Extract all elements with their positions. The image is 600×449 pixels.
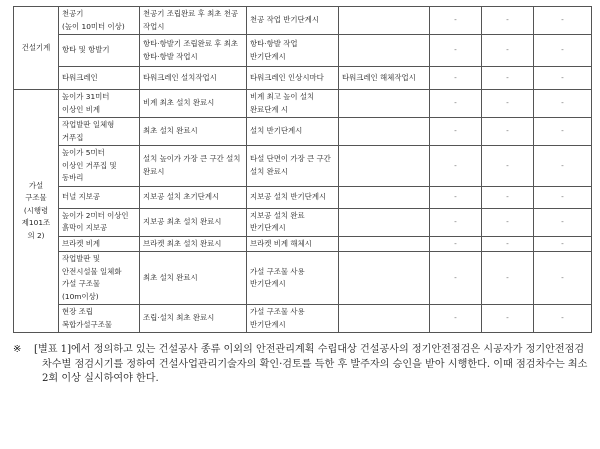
item-cell: 높이가 5미터 이상인 거푸집 및 동바리: [59, 146, 140, 187]
inspection-timing-cell: 타설 단면이 가장 큰 구간 설치 완료시: [247, 146, 339, 187]
dash-cell: -: [430, 7, 482, 35]
item-cell: 작업발판 일체형 거푸집: [59, 118, 140, 146]
inspection-timing-cell: [339, 118, 430, 146]
dash-cell: -: [534, 305, 592, 333]
table-row: [14, 186, 592, 208]
footnote: [13, 343, 593, 387]
dash-cell: -: [430, 35, 482, 67]
item-cell: 높이가 2미터 이상인 흙막이 지보공: [59, 208, 140, 236]
dash-cell: -: [534, 35, 592, 67]
note-mark: ※: [13, 344, 22, 355]
dash-cell: -: [534, 208, 592, 236]
dash-cell: -: [430, 236, 482, 252]
inspection-timing-cell: 최초 설치 완료시: [140, 118, 247, 146]
inspection-timing-cell: 설치 반기단계시: [247, 118, 339, 146]
dash-cell: -: [430, 252, 482, 305]
item-cell: 타워크레인: [59, 67, 140, 90]
table-body: [14, 7, 592, 333]
inspection-timing-cell: 항타·항발 작업 반기단계시: [247, 35, 339, 67]
dash-cell: -: [534, 252, 592, 305]
dash-cell: -: [430, 67, 482, 90]
inspection-timing-cell: 설치 높이가 가장 큰 구간 설치 완료시: [140, 146, 247, 187]
table-row: [14, 35, 592, 67]
dash-cell: -: [482, 252, 534, 305]
inspection-timing-cell: 타워크레인 설치작업시: [140, 67, 247, 90]
dash-cell: -: [430, 146, 482, 187]
inspection-timing-cell: 최초 설치 완료시: [140, 252, 247, 305]
dash-cell: -: [482, 208, 534, 236]
inspection-timing-cell: [339, 208, 430, 236]
inspection-timing-cell: 천공 작업 반기단계시: [247, 7, 339, 35]
category-cell: 가설 구조물 (시행령 제101조 의 2): [14, 90, 59, 333]
inspection-schedule-table: [13, 6, 592, 333]
inspection-timing-cell: [339, 90, 430, 118]
dash-cell: -: [482, 186, 534, 208]
category-cell: 건설기계: [14, 7, 59, 90]
table-row: [14, 118, 592, 146]
dash-cell: -: [482, 236, 534, 252]
table-row: [14, 90, 592, 118]
dash-cell: -: [430, 208, 482, 236]
inspection-timing-cell: 지보공 설치 초기단계시: [140, 186, 247, 208]
inspection-timing-cell: 지보공 설치 완료 반기단계시: [247, 208, 339, 236]
dash-cell: -: [482, 90, 534, 118]
dash-cell: -: [430, 118, 482, 146]
inspection-timing-cell: [339, 7, 430, 35]
table-row: [14, 208, 592, 236]
note-text: [별표 1]에서 정의하고 있는 건설공사 종류 이외의 안전관리계획 수립대상 건설공사의 정기안전점검은 시공자가 정기안전점검 차수별 점검시기를 정하여 건설사업관리기술자의 확인·검토를 득한 후 발주자의 승인을 받아 시행한다. 이때 점검차수는 최소 2회 이상 실시하여야 한다.: [34, 344, 588, 384]
inspection-timing-cell: 타워크레인 인상시마다: [247, 67, 339, 90]
dash-cell: -: [482, 67, 534, 90]
dash-cell: -: [482, 305, 534, 333]
inspection-timing-cell: 가설 구조물 사용 반기단계시: [247, 252, 339, 305]
dash-cell: -: [430, 90, 482, 118]
inspection-timing-cell: 지보공 설치 반기단계시: [247, 186, 339, 208]
inspection-timing-cell: 타워크레인 해체작업시: [339, 67, 430, 90]
item-cell: 천공기 (높이 10미터 이상): [59, 7, 140, 35]
inspection-timing-cell: 조립·설치 최초 완료시: [140, 305, 247, 333]
dash-cell: -: [482, 118, 534, 146]
dash-cell: -: [534, 90, 592, 118]
table-row: [14, 7, 592, 35]
inspection-timing-cell: [339, 186, 430, 208]
item-cell: 작업발판 및 안전시설물 일체화 가설 구조물(10m이상): [59, 252, 140, 305]
inspection-timing-cell: [339, 236, 430, 252]
inspection-timing-cell: 브라켓 최초 설치 완료시: [140, 236, 247, 252]
inspection-timing-cell: [339, 252, 430, 305]
dash-cell: -: [482, 7, 534, 35]
table-row: [14, 146, 592, 187]
dash-cell: -: [482, 146, 534, 187]
item-cell: 터널 지보공: [59, 186, 140, 208]
table-row: [14, 305, 592, 333]
item-cell: 현장 조립 복합가설구조물: [59, 305, 140, 333]
item-cell: 브라켓 비계: [59, 236, 140, 252]
inspection-timing-cell: 가설 구조물 사용 반기단계시: [247, 305, 339, 333]
inspection-timing-cell: [339, 146, 430, 187]
dash-cell: -: [534, 7, 592, 35]
table-row: [14, 252, 592, 305]
inspection-timing-cell: 지보공 최초 설치 완료시: [140, 208, 247, 236]
dash-cell: -: [534, 186, 592, 208]
inspection-timing-cell: 천공기 조립완료 후 최초 천공 작업시: [140, 7, 247, 35]
item-cell: 항타 및 항발기: [59, 35, 140, 67]
item-cell: 높이가 31미터 이상인 비계: [59, 90, 140, 118]
inspection-timing-cell: 브라켓 비계 해체시: [247, 236, 339, 252]
dash-cell: -: [430, 305, 482, 333]
dash-cell: -: [430, 186, 482, 208]
dash-cell: -: [534, 146, 592, 187]
dash-cell: -: [534, 67, 592, 90]
dash-cell: -: [534, 236, 592, 252]
inspection-timing-cell: 비계 최초 설치 완료시: [140, 90, 247, 118]
inspection-timing-cell: 비계 최고 높이 설치 완료단계 시: [247, 90, 339, 118]
inspection-timing-cell: 항타·항발기 조립완료 후 최초 항타·항발 작업시: [140, 35, 247, 67]
inspection-timing-cell: [339, 305, 430, 333]
table-row: [14, 67, 592, 90]
inspection-timing-cell: [339, 35, 430, 67]
table-row: [14, 236, 592, 252]
dash-cell: -: [482, 35, 534, 67]
dash-cell: -: [534, 118, 592, 146]
